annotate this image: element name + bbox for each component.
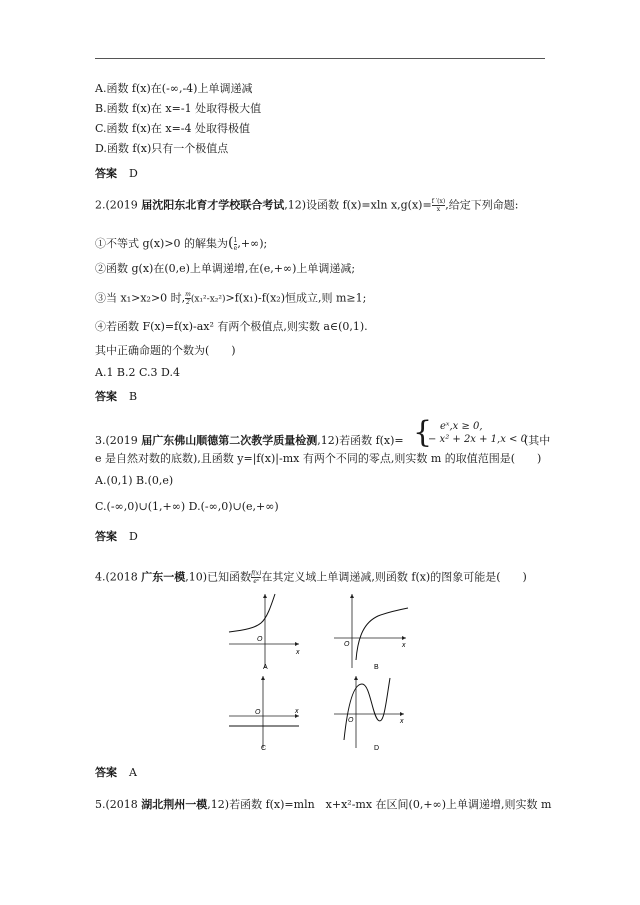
- q2-p1-fraction: $\frac{1}{e}$: [233, 236, 238, 252]
- header-rule: [95, 58, 545, 59]
- answer-value: D: [129, 167, 138, 180]
- q2-prop-3: ③当 x₁>x₂>0 时, $\frac{m}{2}$ (x₁²-x₂²)>f(x₁)-f(x₂)恒成立,则 m≥1;: [95, 291, 367, 306]
- q3-options-cd: C.(-∞,0)∪(1,+∞) D.(-∞,0)∪(e,+∞): [95, 500, 279, 513]
- svg-text:x: x: [400, 718, 404, 725]
- q3-title: 3.(2019 届广东佛山顺德第二次教学质量检测,12)若函数 f(x)=: [95, 434, 404, 447]
- graph-a-label: A: [263, 664, 268, 670]
- svg-text:O: O: [344, 641, 350, 648]
- svg-text:O: O: [348, 717, 354, 724]
- option-d: D.函数 f(x)只有一个极值点: [95, 142, 229, 155]
- q5-title: 5.(2018 湖北荆州一模,12)若函数 f(x)=mln x+x²-mx 在区间(0,+∞)上单调递增,则实数 m: [95, 798, 552, 811]
- graph-b-label: B: [374, 664, 379, 670]
- graph-a-x-label: x: [296, 649, 300, 656]
- q4-fraction: $\frac{f(x)}{\text{eˣ}}$: [251, 570, 262, 585]
- q4-source: 广东一模: [141, 570, 186, 584]
- option-c: C.函数 f(x)在 x=-4 处取得极值: [95, 122, 251, 135]
- q3-options-ab: A.(0,1) B.(0,e): [95, 474, 174, 487]
- q2-choices: A.1 B.2 C.3 D.4: [95, 366, 180, 379]
- q2-tail: ,给定下列命题:: [445, 198, 519, 212]
- q2-body: ,12)设函数 f(x)=xln x,g(x)=: [284, 198, 432, 212]
- q2-fraction: $\frac{f '(x)}{x}$: [431, 198, 446, 213]
- q3-source: 届广东佛山顺德第二次教学质量检测: [141, 434, 318, 447]
- q3-brace: {: [413, 415, 433, 450]
- answer-3: 答案 D: [95, 530, 138, 543]
- option-a: A.函数 f(x)在(-∞,-4)上单调递减: [95, 82, 253, 95]
- q2-prop-4: ④若函数 F(x)=f(x)-ax² 有两个极值点,则实数 a∈(0,1).: [95, 320, 368, 333]
- graph-b-curve: [356, 608, 408, 660]
- answer-label: 答案: [95, 167, 117, 180]
- graph-a: [225, 590, 305, 670]
- answer-2: 答案 B: [95, 390, 138, 403]
- graph-d: [330, 672, 410, 752]
- answer-1: [95, 167, 138, 181]
- svg-text:O: O: [255, 709, 261, 716]
- graph-c-label: C: [261, 745, 267, 752]
- svg-text:x: x: [295, 708, 299, 715]
- graph-a-origin: O: [257, 636, 263, 643]
- graph-d-label: D: [374, 745, 380, 752]
- q2-number: 2.(2019: [95, 198, 142, 212]
- q4-title: 4.(2018 广东一模,10)已知函数 $\frac{f(x)}{\text{eˣ}}$ 在其定义域上单调递减,则函数 f(x)的图象可能是( ): [95, 570, 527, 585]
- q2-source: 届沈阳东北育才学校联合考试: [141, 198, 285, 212]
- q3-case-2: − x² + 2x + 1,x < 0: [428, 434, 527, 445]
- graph-d-curve: [344, 678, 390, 740]
- graph-a-curve: [229, 594, 275, 632]
- q3-tail: (其中: [524, 434, 551, 447]
- svg-text:x: x: [402, 642, 406, 649]
- option-b: B.函数 f(x)在 x=-1 处取得极大值: [95, 102, 262, 115]
- q2-ask: 其中正确命题的个数为( ): [95, 344, 236, 357]
- q2-title: [95, 198, 518, 213]
- q3-line-2: e 是自然对数的底数),且函数 y=|f(x)|-mx 有两个不同的零点,则实数 m 的取值范围是( ): [95, 452, 542, 465]
- q2-prop-2: ②函数 g(x)在(0,e)上单调递增,在(e,+∞)上单调递减;: [95, 262, 356, 275]
- q2-prop-1: ①不等式 g(x)>0 的解集为( $\frac{1}{e}$ ,+∞);: [95, 235, 268, 252]
- answer-4: 答案 A: [95, 766, 137, 779]
- q2-p3-fraction: $\frac{m}{2}$: [185, 291, 191, 306]
- q5-source: 湖北荆州一模: [141, 798, 208, 811]
- q3-case-1: eˣ,x ≥ 0,: [440, 421, 483, 432]
- graph-b: [330, 590, 410, 670]
- graph-c: [225, 672, 305, 752]
